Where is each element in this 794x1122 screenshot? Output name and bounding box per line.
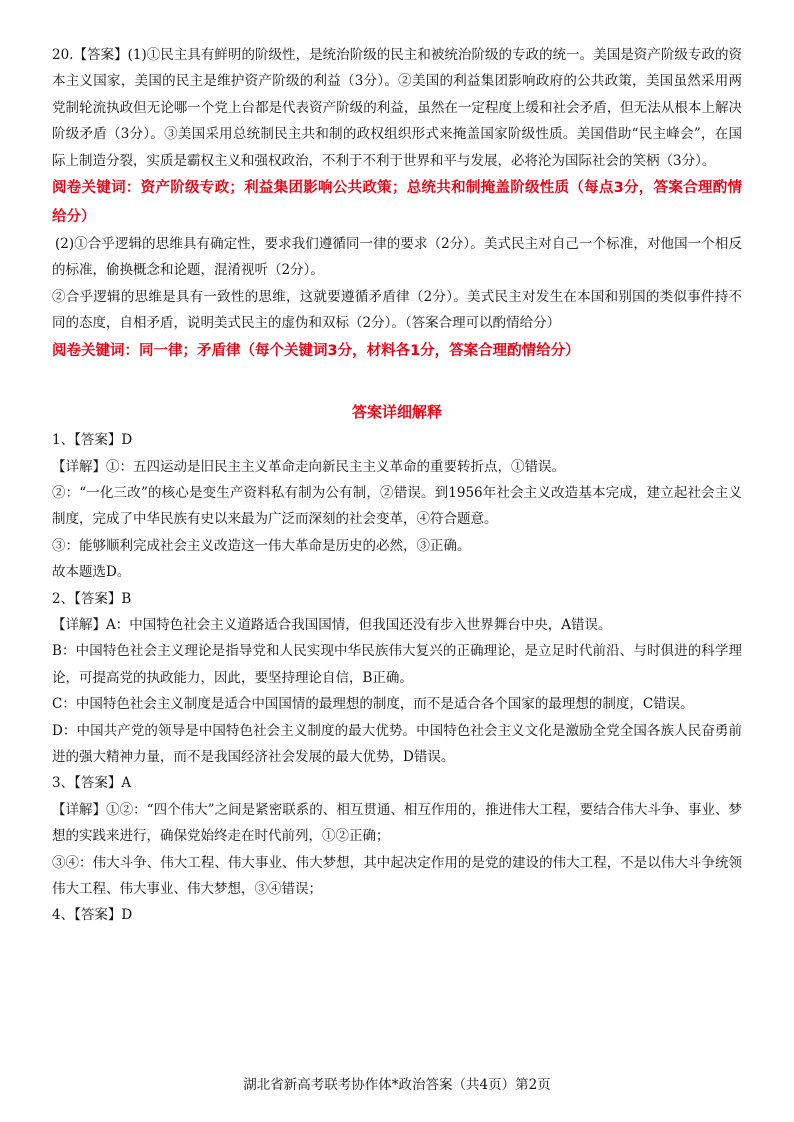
q20-part2b: ②合乎逻辑的思维是具有一致性的思维，这就要遵循矛盾律（2分）。美式民主对发生在本国和别国的类似事件持不同的态度，自相矛盾，说明美式民主的虚伪和双标（2分）。（答案合理可以酌情给分） [52,288,742,332]
section-title: 答案详细解释 [351,403,442,422]
answer-1-line: 故本题选D。 [52,564,131,581]
answer-3-line: 【详解】①②：“四个伟大”之间是紧密联系的、相互贯通、相互作用的，推进伟大工程，要结合伟大斗争、事业、梦想的实践来进行，确保党始终走在时代前列，①②正确； [52,801,742,845]
answer-4-head: 4、【答案】D [52,907,133,924]
answer-2-line: D：中国共产党的领导是中国特色社会主义制度的最大优势。中国特色社会主义文化是激励全党全国各族人民奋勇前进的强大精神力量，而不是我国经济社会发展的最大优势，D错误。 [52,722,742,766]
grading-keywords-1: 阅卷关键词：资产阶级专政；利益集团影响公共政策；总统共和制掩盖阶级性质（每点3分，答案合理酌情给分） [52,180,742,225]
answer-2-line: 【详解】A：中国特色社会主义道路适合我国国情，但我国还没有步入世界舞台中央，A错误。 [52,617,612,633]
answer-1-line: ②：“一化三改”的核心是变生产资料私有制为公有制，②错误。到1956年社会主义改造基本完成，建立起社会主义制度，完成了中华民族有史以来最为广泛而深刻的社会变革，④符合题意。 [52,484,742,528]
answer-2-line: B：中国特色社会主义理论是指导党和人民实现中华民族伟大复兴的正确理论，是立足时代前沿、与时俱进的科学理论，可提高党的执政能力，因此，要坚持理论自信，B正确。 [52,643,742,686]
answer-1-head: 1、【答案】D [52,432,133,449]
grading-keywords-2: 阅卷关键词：同一律；矛盾律（每个关键词3分，材料各1分，答案合理酌情给分） [52,342,580,359]
answer-1-line: 【详解】①：五四运动是旧民主主义革命走向新民主主义革命的重要转折点，①错误。 [52,458,565,475]
answer-2-line: C：中国特色社会主义制度是适合中国国情的最理想的制度，而不是适合各个国家的最理想的制度，C错误。 [52,696,694,713]
answer-3-head: 3、【答案】A [52,775,132,792]
answer-1-line: ③：能够顺利完成社会主义改造这一伟大革命是历史的必然，③正确。 [52,537,471,554]
answer-3-line: ③④：伟大斗争、伟大工程、伟大事业、伟大梦想，其中起决定作用的是党的建设的伟大工程，不是以伟大斗争统领伟大工程、伟大事业、伟大梦想，③④错误； [52,854,742,898]
q20-part1: 20.【答案】(1)①民主具有鲜明的阶级性，是统治阶级的民主和被统治阶级的专政的统一。美国是资产阶级专政的资本主义国家，美国的民主是维护资产阶级的利益（3分）。②美国的利益集团影响政府的公共政策，美国虽然采用两党制轮流执政但无论哪一个党上台都是代表资产阶级的利益，虽然在一定程度上缓和社会矛盾，但无法从根本上解决阶级矛盾（3分）。③美国采用总统制民主共和制的政权组织形式来掩盖国家阶级性质。美国借助“民主峰会”，在国际上制造分裂，实质是霸权主义和强权政治，不利于不利于世界和平与发展，必将沦为国际社会的笑柄（3分）。 [52,47,742,169]
document-body [52,42,742,929]
q20-part2a: (2)①合乎逻辑的思维具有确定性，要求我们遵循同一律的要求（2分）。美式民主对自己一个标准，对他国一个相反的标准，偷换概念和论题，混淆视听（2分）。 [52,236,742,279]
answer-2-head: 2、【答案】B [52,590,132,607]
page-footer: 湖北省新高考联考协作体*政治答案（共4页）第2页 [243,1077,551,1093]
